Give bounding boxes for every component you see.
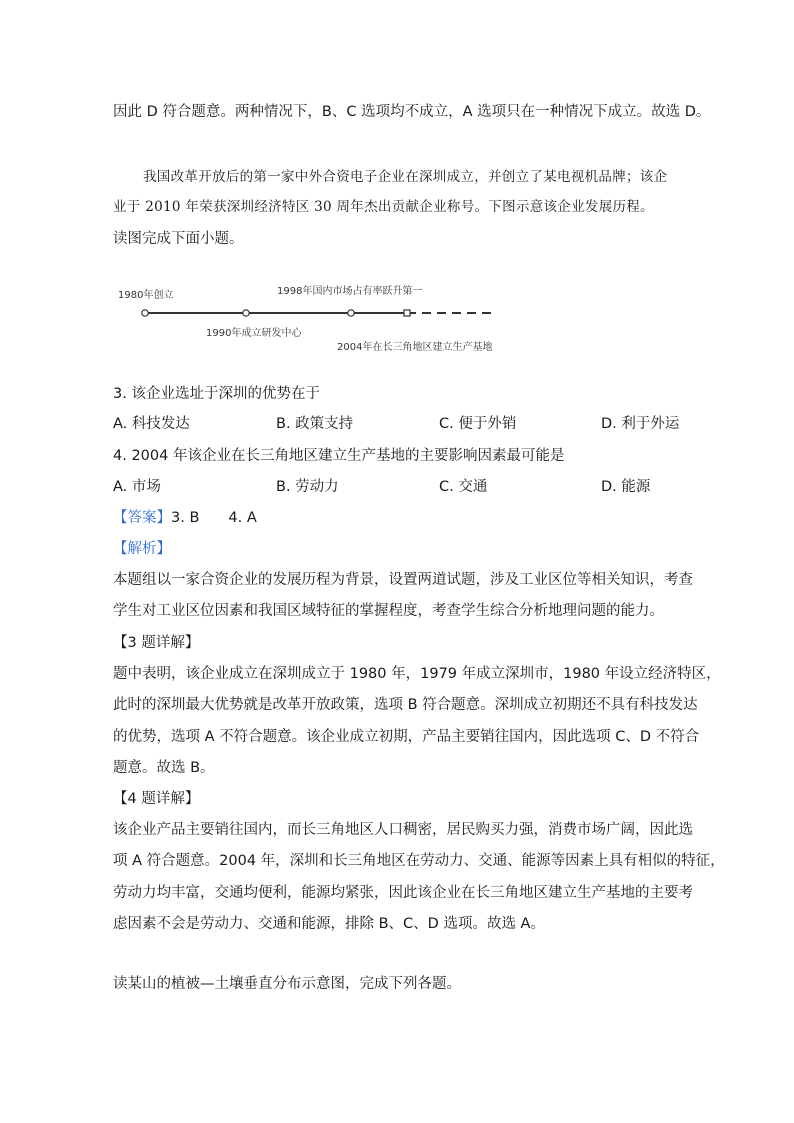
intro-line: 因此 D 符合题意。两种情况下，B、C 选项均不成立，A 选项只在一种情况下成立。故选 D。 <box>113 104 711 120</box>
question-4-option-b: B. 劳动力 <box>276 479 339 495</box>
next-prompt: 读某山的植被—土壤垂直分布示意图，完成下列各题。 <box>113 976 461 992</box>
question-4-option-d: D. 能源 <box>601 479 651 495</box>
timeline-label-1990: 1990年成立研发中心 <box>206 328 302 339</box>
detail-4-line-3: 劳动力均丰富，交通均便利，能源均紧张，因此该企业在长三角地区建立生产基地的主要考 <box>113 885 693 901</box>
analysis-line-1: 本题组以一家合资企业的发展历程为背景，设置两道试题，涉及工业区位等相关知识，考查 <box>113 572 693 588</box>
timeline-figure <box>110 255 530 365</box>
question-4-option-c: C. 交通 <box>439 479 488 495</box>
passage-line-2: 业于 2010 年荣获深圳经济特区 30 周年杰出贡献企业称号。下图示意该企业发展历程。 <box>113 199 654 215</box>
analysis-line-2: 学生对工业区位因素和我国区域特征的掌握程度，考查学生综合分析地理问题的能力。 <box>113 603 664 619</box>
answer-text: 3. B 4. A <box>171 510 257 526</box>
timeline-node-1998 <box>348 310 354 316</box>
timeline-label-1998: 1998年国内市场占有率跃升第一 <box>277 286 423 297</box>
answer-line <box>113 508 257 528</box>
detail-4-line-4: 虑因素不会是劳动力、交通和能源，排除 B、C、D 选项。故选 A。 <box>113 916 545 932</box>
detail-4-line-1: 该企业产品主要销往国内，而长三角地区人口稠密，居民购买力强，消费市场广阔，因此选 <box>113 822 693 838</box>
timeline-node-2004 <box>404 310 410 316</box>
detail-3-line-4: 题意。故选 B。 <box>113 760 215 776</box>
timeline-node-1980 <box>142 310 148 316</box>
detail-4-title: 【4 题详解】 <box>113 791 200 807</box>
timeline-label-2004: 2004年在长三角地区建立生产基地 <box>337 342 493 353</box>
detail-3-line-3: 的优势，选项 A 不符合题意。该企业成立初期，产品主要销往国内，因此选项 C、D 不符合 <box>113 729 700 745</box>
instruction: 读图完成下面小题。 <box>113 231 244 247</box>
timeline-label-1980: 1980年创立 <box>118 290 174 301</box>
question-4-option-a: A. 市场 <box>113 479 161 495</box>
detail-4-line-2: 项 A 符合题意。2004 年，深圳和长三角地区在劳动力、交通、能源等因素上具有相似的特征， <box>113 853 725 869</box>
passage-line-1: 我国改革开放后的第一家中外合资电子企业在深圳成立，并创立了某电视机品牌；该企 <box>143 169 668 185</box>
timeline-node-1990 <box>243 310 249 316</box>
question-3-option-b: B. 政策支持 <box>276 416 354 432</box>
question-3-option-d: D. 利于外运 <box>601 416 680 432</box>
question-4-stem: 4. 2004 年该企业在长三角地区建立生产基地的主要影响因素最可能是 <box>113 448 565 464</box>
detail-3-line-2: 此时的深圳最大优势就是改革开放政策，选项 B 符合题意。深圳成立初期还不具有科技发达 <box>113 697 698 713</box>
question-3-option-c: C. 便于外销 <box>439 416 517 432</box>
detail-3-title: 【3 题详解】 <box>113 635 200 651</box>
question-3-stem: 3. 该企业选址于深圳的优势在于 <box>113 386 320 402</box>
answer-label: 【答案】 <box>113 510 171 526</box>
analysis-label: 【解析】 <box>113 541 171 557</box>
question-3-option-a: A. 科技发达 <box>113 416 190 432</box>
detail-3-line-1: 题中表明，该企业成立在深圳成立于 1980 年，1979 年成立深圳市，1980 年设立经济特区， <box>113 666 721 682</box>
